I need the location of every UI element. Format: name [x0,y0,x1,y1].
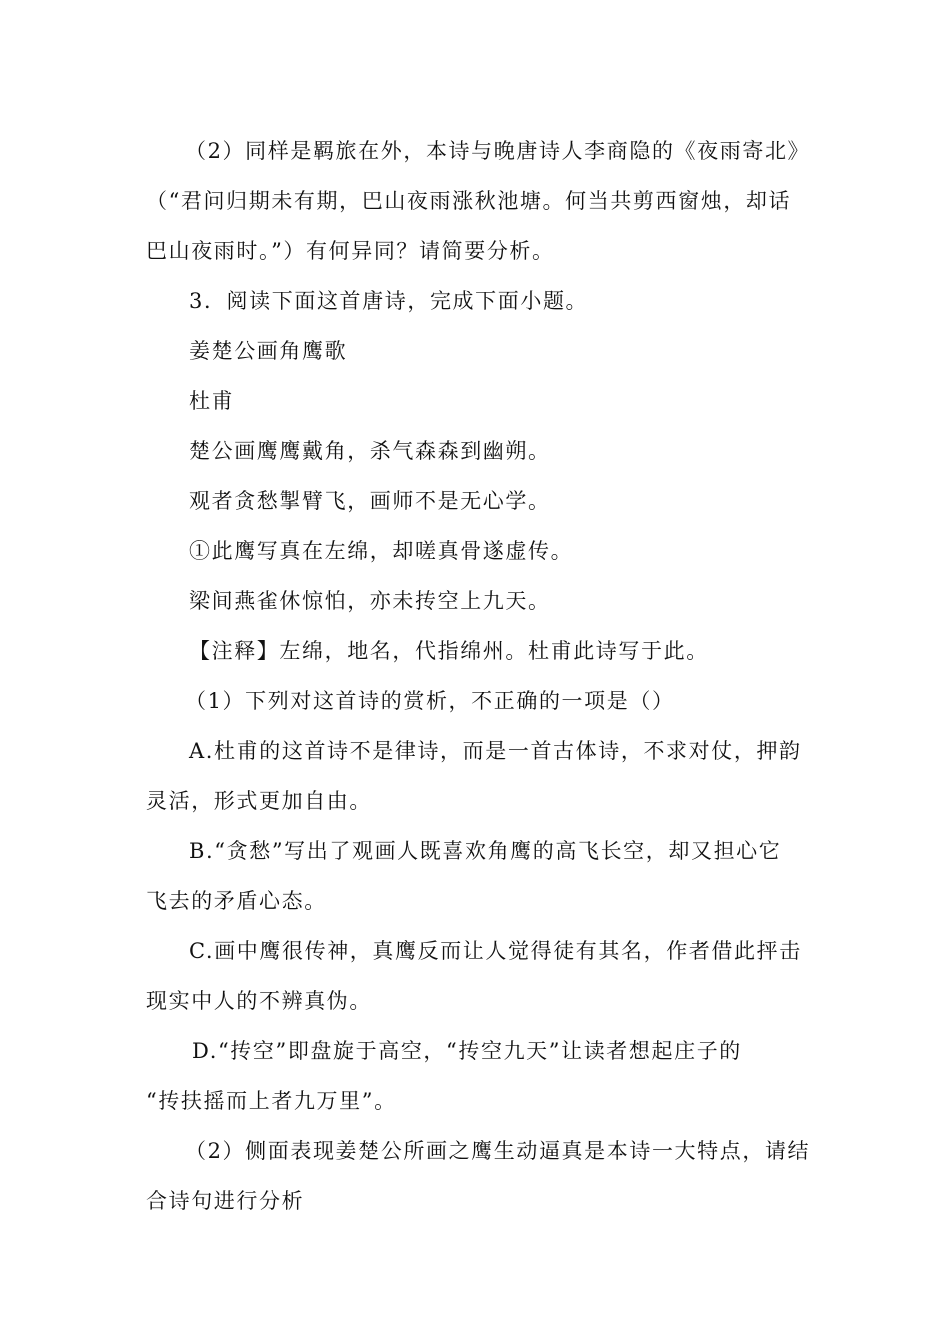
question-2-part-2-line-2: （“君问归期未有期，巴山夜雨涨秋池塘。何当共剪西窗烛，却话 [146,189,792,213]
poem-author: 杜甫 [189,389,235,413]
poem-note: 【注释】左绵，地名，代指绵州。杜甫此诗写于此。 [189,639,709,663]
question-2-part-2-line-1: （2）同样是羁旅在外，本诗与晚唐诗人李商隐的《夜雨寄北》 [185,139,811,163]
option-a-line-2: 灵活，形式更加自由。 [146,789,372,813]
option-d-line-1: D.“抟空”即盘旋于高空，“抟空九天”让读者想起庄子的 [192,1039,742,1063]
poem-line: ①此鹰写真在左绵，却嗟真骨遂虚传。 [189,539,574,563]
option-c-line-1: C.画中鹰很传神，真鹰反而让人觉得徒有其名，作者借此抨击 [189,939,802,963]
sub-question-2-line-1: （2）侧面表现姜楚公所画之鹰生动逼真是本诗一大特点，请结 [185,1139,811,1163]
question-3-heading: 3．阅读下面这首唐诗，完成下面小题。 [189,289,589,313]
poem-line: 梁间燕雀休惊怕，亦未抟空上九天。 [189,589,551,613]
option-a-line-1: A.杜甫的这首诗不是律诗，而是一首古体诗，不求对仗，押韵 [189,739,802,763]
option-b-line-1: B.“贪愁”写出了观画人既喜欢角鹰的高飞长空，却又担心它 [189,839,782,863]
question-2-part-2-line-3: 巴山夜雨时。”）有何异同？请简要分析。 [146,239,555,263]
poem-line: 楚公画鹰鹰戴角，杀气森森到幽朔。 [189,439,551,463]
poem-line: 观者贪愁掣臂飞，画师不是无心学。 [189,489,551,513]
option-c-line-2: 现实中人的不辨真伪。 [146,989,372,1013]
option-b-line-2: 飞去的矛盾心态。 [146,889,327,913]
poem-title: 姜楚公画角鹰歌 [189,339,348,363]
sub-question-1-stem: （1）下列对这首诗的赏析，不正确的一项是（） [185,689,675,713]
sub-question-2-line-2: 合诗句进行分析 [146,1189,305,1213]
option-d-line-2: “抟扶摇而上者九万里”。 [146,1089,397,1113]
